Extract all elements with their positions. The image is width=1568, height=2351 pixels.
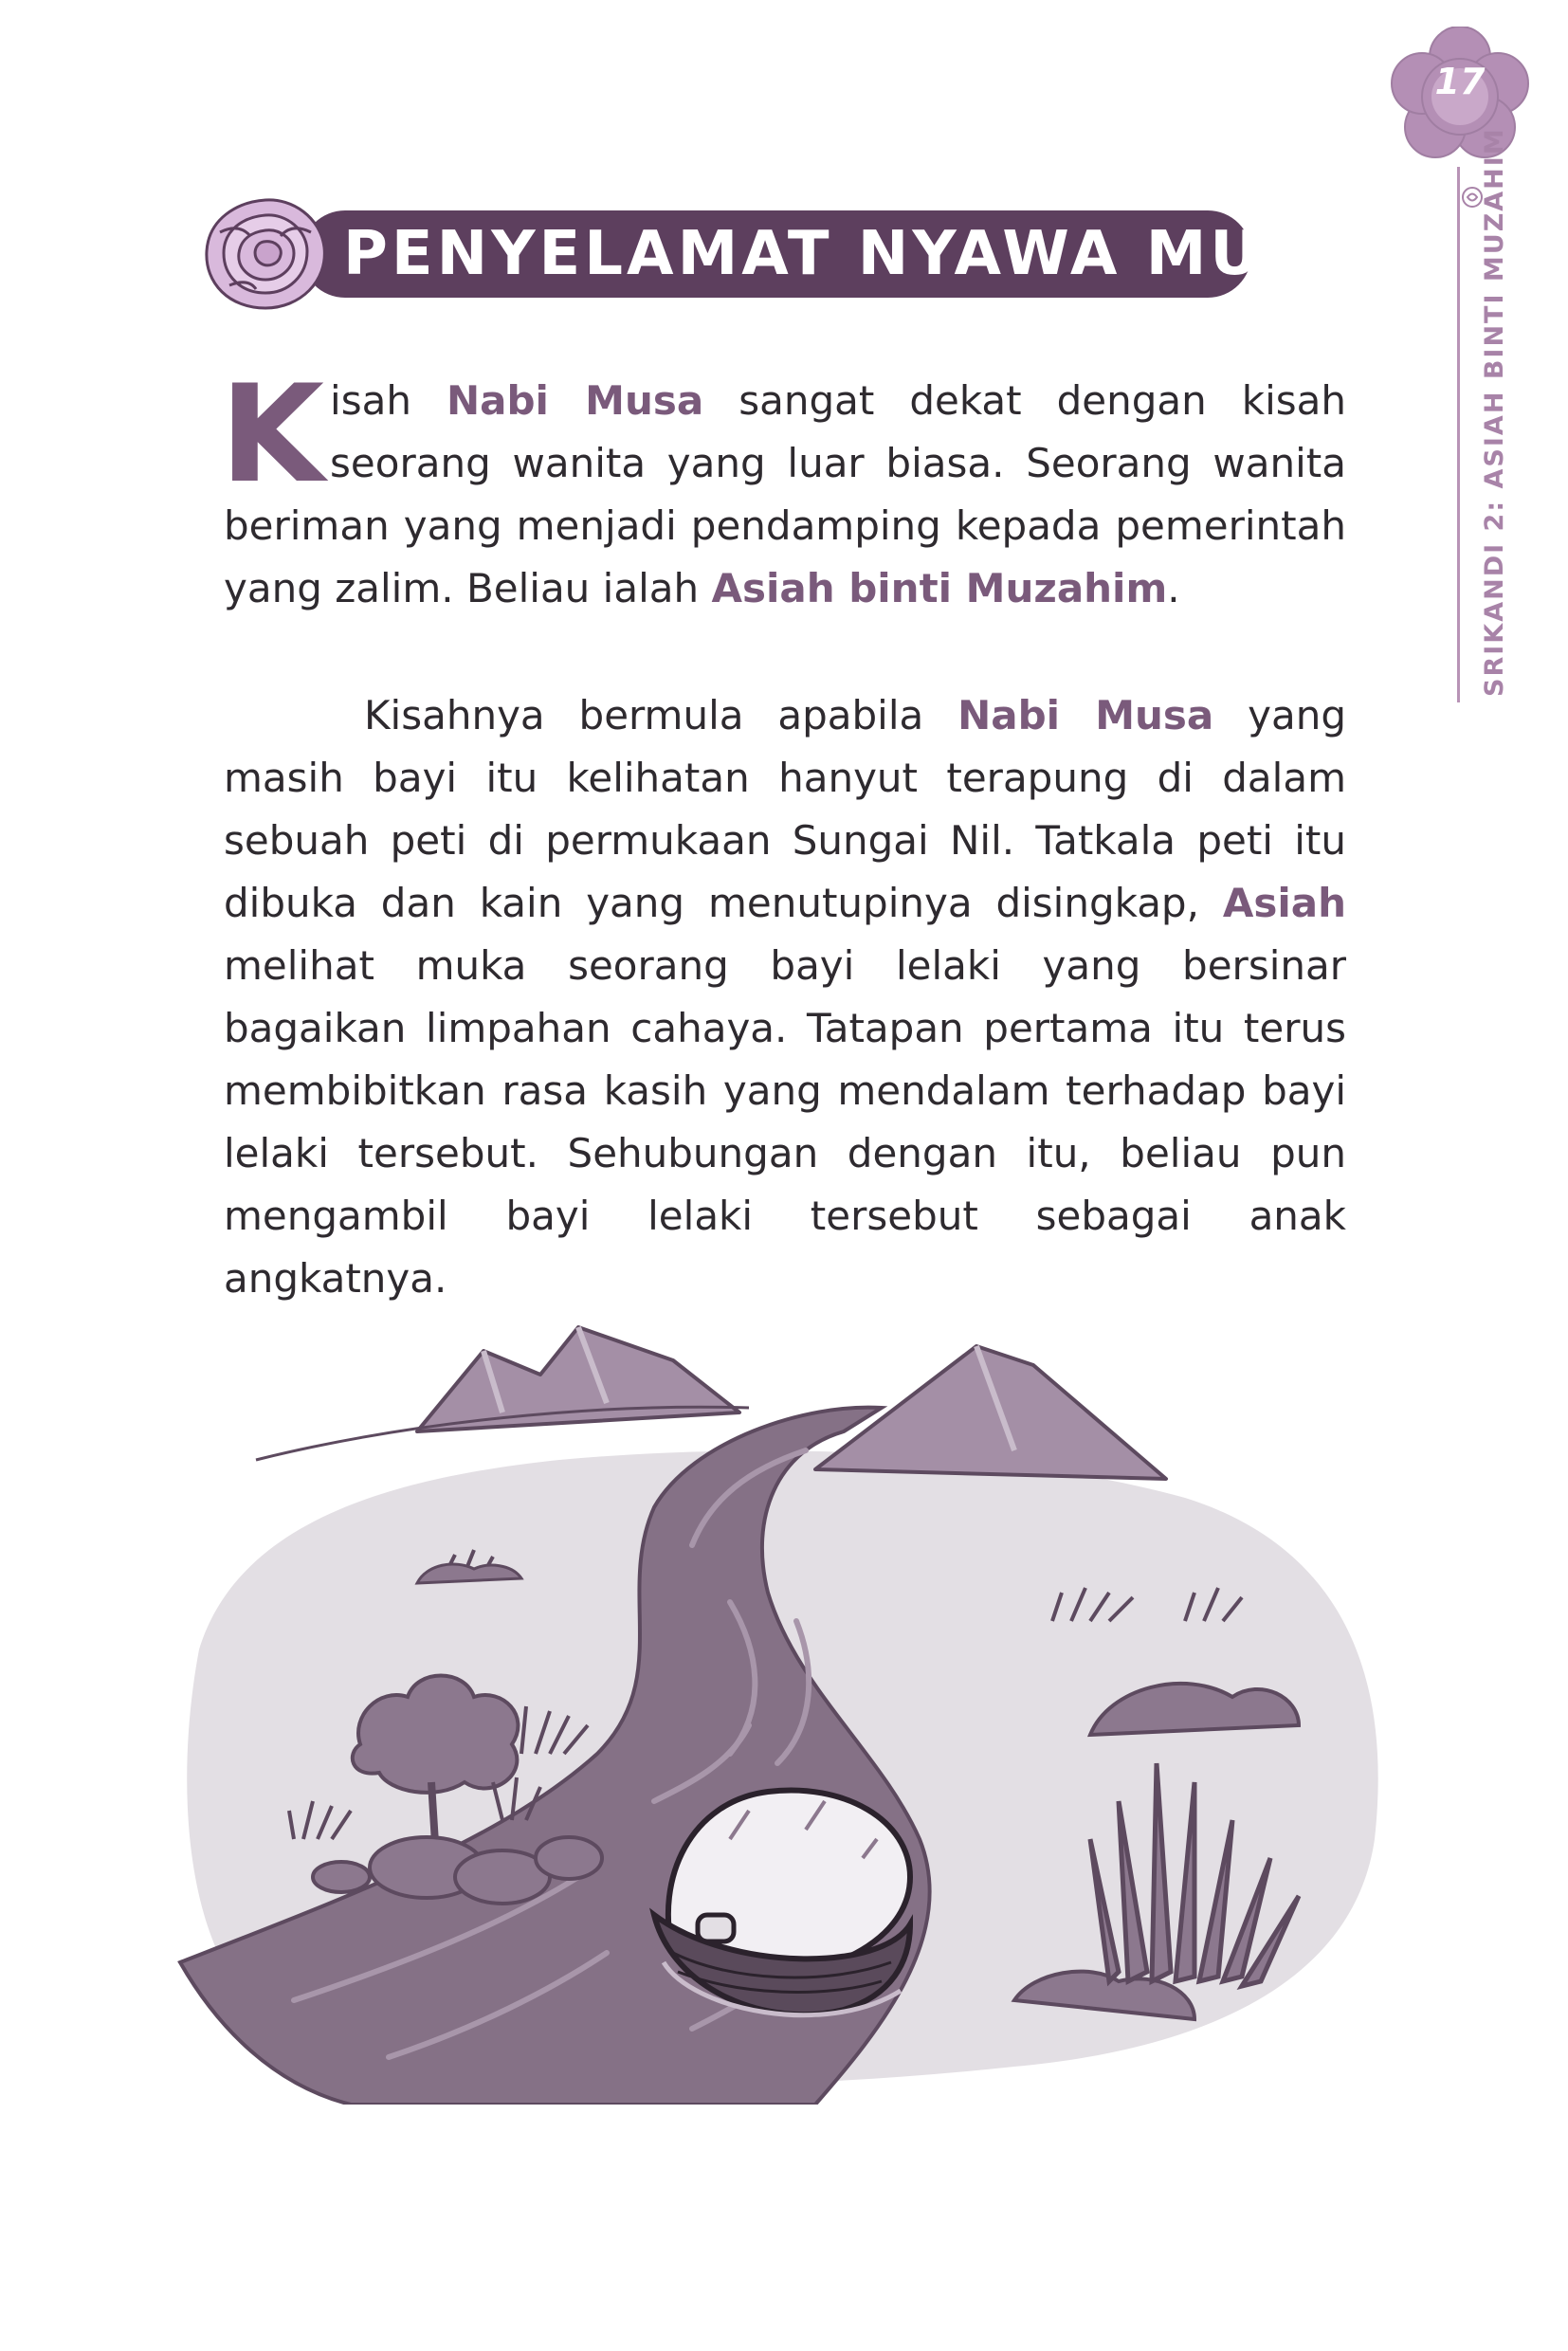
drop-cap: K xyxy=(220,356,325,513)
highlight-nabi-musa: Nabi Musa xyxy=(957,692,1214,738)
text-run: isah xyxy=(330,377,447,424)
river-illustration xyxy=(161,1308,1407,2105)
highlight-asiah-binti-muzahim: Asiah binti Muzahim xyxy=(711,565,1168,611)
story-paragraph xyxy=(224,684,1346,1310)
text-run: melihat muka seorang bayi lelaki yang bersinar bagaikan limpahan cahaya. Tatapan pertama itu terus membibitkan rasa kasih yang mendalam terhadap bayi lelaki tersebut. Sehubungan dengan itu, beliau pun mengambil bayi lelaki tersebut sebagai anak angkatnya. xyxy=(224,942,1346,1302)
text-run: sangat dekat dengan kisah seorang wanita yang luar biasa. Seorang wanita beriman yang menjadi pendamping kepada pemerintah yang zalim. Beliau ialah xyxy=(224,377,1346,611)
page-title: PENYELAMAT NYAWA MUSA xyxy=(343,219,1361,289)
highlight-asiah: Asiah xyxy=(1222,880,1346,926)
text-run: Kisahnya bermula apabila xyxy=(364,692,958,738)
text-run: . xyxy=(1167,565,1180,611)
page-number: 17 xyxy=(1434,61,1486,102)
text-run: yang masih bayi itu kelihatan hanyut terapung di dalam sebuah peti di permukaan Sungai Nil. Tatkala peti itu dibuka dan kain yang menutupinya disingkap, xyxy=(224,692,1346,926)
side-rail-line xyxy=(1457,167,1460,702)
highlight-nabi-musa: Nabi Musa xyxy=(446,377,704,424)
rose-icon xyxy=(201,194,330,312)
chapter-label: SRIKANDI 2: ASIAH BINTI MUZAHIM xyxy=(1480,127,1509,697)
intro-paragraph xyxy=(220,356,1346,620)
